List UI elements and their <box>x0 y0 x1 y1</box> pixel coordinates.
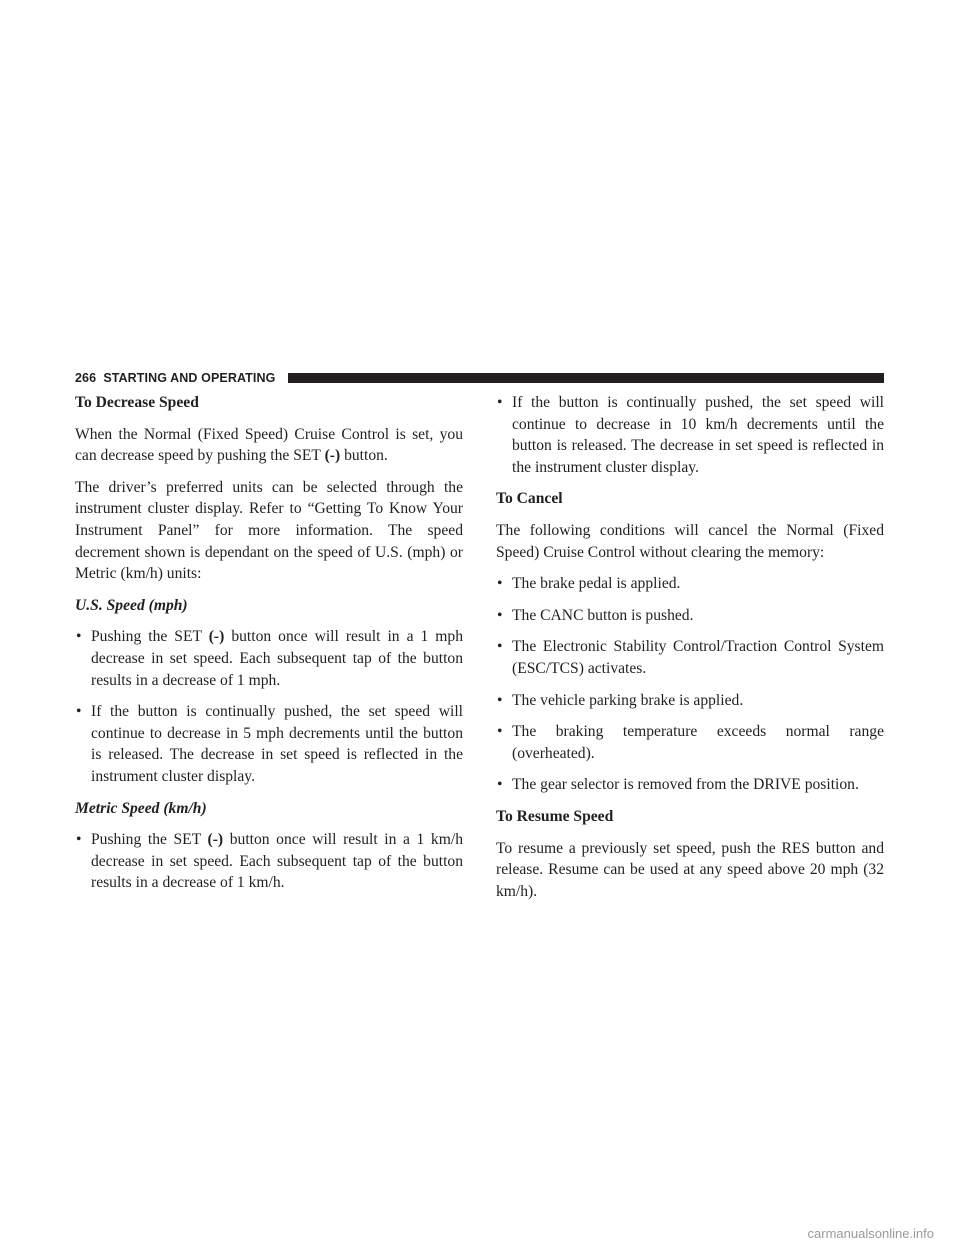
metric-speed-list <box>75 829 463 894</box>
list-item: • If the button is continually pushed, the set speed will continue to decrease in 10 km/h decrements until the button is released. The decrease in set speed is reflected in the instrument cluster display. <box>497 394 884 476</box>
us-speed-list <box>75 626 463 787</box>
heading-metric-speed: Metric Speed (km/h) <box>75 799 207 817</box>
metric-speed-list-continued <box>496 392 884 478</box>
page-header <box>75 371 884 385</box>
bullet: • <box>497 638 503 656</box>
section-title: STARTING AND OPERATING <box>103 371 276 385</box>
watermark: carmanualsonline.info <box>807 1226 934 1241</box>
heading-to-decrease-speed: To Decrease Speed <box>75 394 199 411</box>
bullet: • <box>497 776 503 794</box>
bullet: • <box>76 831 82 849</box>
heading-us-speed: U.S. Speed (mph) <box>75 596 188 614</box>
bullet: • <box>497 691 503 709</box>
cancel-intro-paragraph: The following conditions will cancel the Normal (Fixed Speed) Cruise Control without clearing the memory: <box>496 521 884 561</box>
header-text <box>75 371 275 385</box>
list-item: • The braking temperature exceeds normal range (overheated). <box>497 723 884 762</box>
list-item: • The CANC button is pushed. <box>496 605 884 627</box>
list-item: • The brake pedal is applied. <box>496 573 884 595</box>
set-minus-button-label: (-) <box>208 628 225 646</box>
bullet: • <box>497 723 503 741</box>
decrease-intro-paragraph: When the Normal (Fixed Speed) Cruise Control is set, you can decrease speed by pushing the SET (-) button. <box>75 425 463 465</box>
set-minus-button-label: (-) <box>207 831 224 849</box>
list-item: • If the button is continually pushed, the set speed will continue to decrease in 5 mph decrements until the button is released. The decrease in set speed is reflected in the instrument cluster display. <box>76 703 463 785</box>
list-item: • The gear selector is removed from the DRIVE position. <box>496 774 884 796</box>
set-minus-button-label: (-) <box>324 447 341 465</box>
bullet: • <box>76 628 82 646</box>
bullet: • <box>497 394 503 411</box>
list-item: • The vehicle parking brake is applied. <box>496 690 884 712</box>
cancel-conditions-list <box>496 573 884 796</box>
resume-paragraph: To resume a previously set speed, push the RES button and release. Resume can be used at any speed above 20 mph (32 km/h). <box>496 839 884 900</box>
bullet: • <box>76 703 82 721</box>
bullet: • <box>497 606 503 624</box>
left-column <box>75 392 463 904</box>
page-number: 266 <box>75 371 97 385</box>
list-item: • Pushing the SET (-) button once will result in a 1 mph decrease in set speed. Each subsequent tap of the button results in a decrease of 1 mph. <box>76 628 464 689</box>
bullet: • <box>497 575 503 593</box>
heading-to-cancel: To Cancel <box>496 490 563 508</box>
right-column <box>496 392 884 912</box>
list-item: • Pushing the SET (-) button once will result in a 1 km/h decrease in set speed. Each subsequent tap of the button results in a decrease of 1 km/h. <box>76 831 463 892</box>
list-item: • The Electronic Stability Control/Traction Control System (ESC/TCS) activates. <box>497 638 884 677</box>
units-paragraph: The driver’s preferred units can be selected through the instrument cluster display. Refer to “Getting To Know Your Instrument Panel” for more information. The speed decrement shown is dependant on the speed of U.S. (mph) or Metric (km/h) units: <box>75 478 463 583</box>
heading-to-resume-speed: To Resume Speed <box>496 807 614 825</box>
header-rule <box>288 373 884 383</box>
